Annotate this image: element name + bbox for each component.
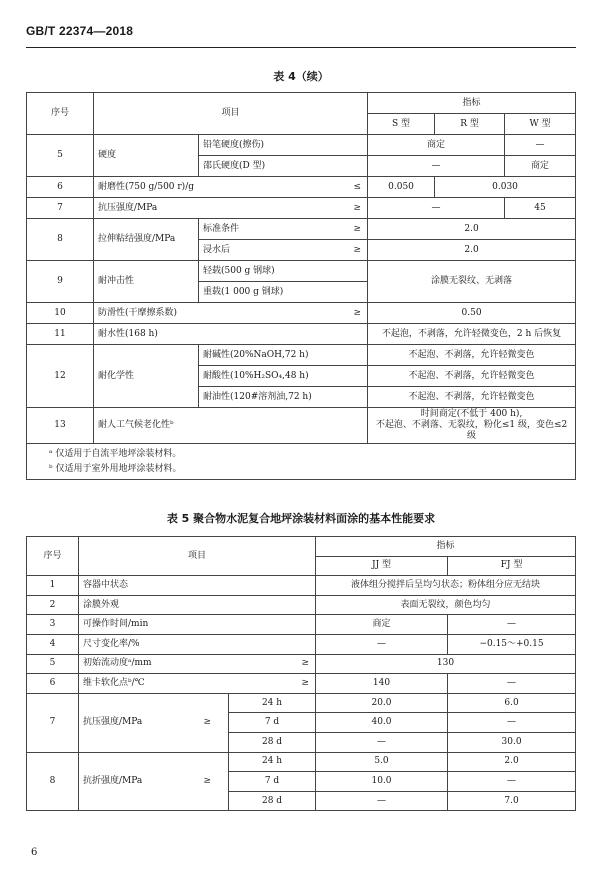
row-seq: 12 (27, 345, 94, 408)
page-number: 6 (31, 847, 38, 858)
header-seq: 序号 (27, 537, 79, 576)
row-item: 初始流动度ᵃ/mm (79, 654, 229, 674)
cell-value: 0.50 (368, 303, 576, 324)
aging-line-2: 不起泡、不剥落、无裂纹，粉化≤1 级，变色≤2 级 (375, 420, 568, 441)
cell-value: 不起泡、不剥落，允许轻微变色 (368, 345, 576, 366)
table5 (26, 536, 576, 811)
row-item: 维卡软化点ᵇ/℃ (79, 674, 229, 694)
row-seq: 5 (27, 135, 94, 177)
comparison-symbol: ≥ (335, 303, 368, 324)
cell-value: −0.15～+0.15 (448, 634, 576, 654)
table4-caption: 表 4（续） (273, 70, 329, 83)
age-label: 28 d (229, 791, 316, 811)
row-seq: 3 (27, 615, 79, 635)
cell-value: 不起泡、不剥落，允许轻微变色 (368, 366, 576, 387)
header-seq: 序号 (27, 93, 94, 135)
comparison-symbol: ≥ (187, 752, 229, 811)
row-item: 拉伸粘结强度/MPa (94, 219, 199, 261)
cell-value (368, 408, 576, 444)
row-seq: 2 (27, 595, 79, 615)
row-item: 抗折强度/MPa (79, 752, 187, 811)
cell-value: 130 (316, 654, 576, 674)
row-seq: 8 (27, 219, 94, 261)
cell-value: — (368, 198, 505, 219)
cell-value: 30.0 (448, 732, 576, 752)
row-subitem: 轻载(500 g 钢球) (199, 261, 368, 282)
row-subitem: 铅笔硬度(擦伤) (199, 135, 368, 156)
cell-value: 不起泡、不剥落，允许轻微变色 (368, 387, 576, 408)
cell-value: — (448, 772, 576, 792)
row-item: 耐化学性 (94, 345, 199, 408)
row-subitem: 耐碱性(20%NaOH,72 h) (199, 345, 368, 366)
header-s: S 型 (368, 114, 435, 135)
row-item: 抗压强度/MPa (79, 693, 187, 752)
cell-value: 6.0 (448, 693, 576, 713)
cell-value: 0.030 (435, 177, 576, 198)
cell-value: — (448, 674, 576, 694)
row-seq: 13 (27, 408, 94, 444)
note-a: ᵃ 仅适用于自流平地坪涂装材料。 (49, 448, 182, 459)
comparison-symbol: ≥ (335, 240, 368, 261)
row-seq: 9 (27, 261, 94, 303)
row-item: 尺寸变化率/% (79, 634, 316, 654)
cell-value: 商定 (505, 156, 576, 177)
row-seq: 11 (27, 324, 94, 345)
comparison-symbol: ≥ (335, 219, 368, 240)
table4-notes (27, 444, 576, 480)
aging-line-1: 时间商定(不低于 400 h), (420, 409, 523, 419)
header-w: W 型 (505, 114, 576, 135)
comparison-symbol: ≥ (187, 693, 229, 752)
header-item: 项目 (94, 93, 368, 135)
row-subitem: 重载(1 000 g 钢球) (199, 282, 368, 303)
header-rule (26, 47, 576, 48)
row-item: 抗压强度/MPa (94, 198, 335, 219)
age-label: 24 h (229, 752, 316, 772)
cell-value: 140 (316, 674, 448, 694)
header-r: R 型 (435, 114, 505, 135)
row-seq: 5 (27, 654, 79, 674)
cell-value: — (316, 791, 448, 811)
comparison-symbol: ≥ (335, 198, 368, 219)
row-seq: 10 (27, 303, 94, 324)
cell-value: 20.0 (316, 693, 448, 713)
row-item: 耐冲击性 (94, 261, 199, 303)
row-subitem: 邵氏硬度(D 型) (199, 156, 368, 177)
header-fj: FJ 型 (448, 556, 576, 576)
cell-value: 不起泡，不剥落，允许轻微变色，2 h 后恢复 (368, 324, 576, 345)
header-indicator: 指标 (316, 537, 576, 557)
row-item: 涂膜外观 (79, 595, 316, 615)
row-item: 防滑性(干摩擦系数) (94, 303, 335, 324)
table4 (26, 92, 576, 480)
row-seq: 6 (27, 177, 94, 198)
age-label: 7 d (229, 713, 316, 733)
cell-value: — (368, 156, 505, 177)
age-label: 28 d (229, 732, 316, 752)
row-item: 耐人工气候老化性ᵇ (94, 408, 368, 444)
age-label: 7 d (229, 772, 316, 792)
row-item: 可操作时间/min (79, 615, 316, 635)
cell-value: 7.0 (448, 791, 576, 811)
header-indicator: 指标 (368, 93, 576, 114)
note-b: ᵇ 仅适用于室外用地坪涂装材料。 (49, 463, 182, 474)
cell-value: 2.0 (368, 240, 576, 261)
cell-value: 2.0 (368, 219, 576, 240)
row-seq: 1 (27, 576, 79, 596)
row-subitem: 耐酸性(10%H₂SO₄,48 h) (199, 366, 368, 387)
row-item: 容器中状态 (79, 576, 316, 596)
cell-value: 表面无裂纹，颜色均匀 (316, 595, 576, 615)
cell-value: 40.0 (316, 713, 448, 733)
comparison-symbol: ≥ (229, 674, 316, 694)
header-item: 项目 (79, 537, 316, 576)
row-subitem: 浸水后 (199, 240, 335, 261)
cell-value: — (448, 615, 576, 635)
cell-value: 5.0 (316, 752, 448, 772)
row-item: 耐水性(168 h) (94, 324, 368, 345)
row-subitem: 耐油性(120#溶剂油,72 h) (199, 387, 368, 408)
cell-value: — (505, 135, 576, 156)
cell-value: — (448, 713, 576, 733)
comparison-symbol: ≤ (335, 177, 368, 198)
row-seq: 8 (27, 752, 79, 811)
standard-number: GB/T 22374—2018 (26, 24, 134, 38)
cell-value: 液体组分搅拌后呈均匀状态；粉体组分应无结块 (316, 576, 576, 596)
cell-value: — (316, 732, 448, 752)
row-seq: 7 (27, 693, 79, 752)
row-item: 硬度 (94, 135, 199, 177)
row-subitem: 标准条件 (199, 219, 335, 240)
cell-value: 10.0 (316, 772, 448, 792)
table5-caption: 表 5 聚合物水泥复合地坪涂装材料面涂的基本性能要求 (166, 512, 436, 525)
cell-value: 商定 (368, 135, 505, 156)
row-seq: 4 (27, 634, 79, 654)
row-item: 耐磨性(750 g/500 r)/g (94, 177, 335, 198)
cell-value: — (316, 634, 448, 654)
age-label: 24 h (229, 693, 316, 713)
cell-value: 0.050 (368, 177, 435, 198)
header-jj: JJ 型 (316, 556, 448, 576)
cell-value: 45 (505, 198, 576, 219)
row-seq: 6 (27, 674, 79, 694)
cell-value: 涂膜无裂纹、无剥落 (368, 261, 576, 303)
cell-value: 商定 (316, 615, 448, 635)
comparison-symbol: ≥ (229, 654, 316, 674)
cell-value: 2.0 (448, 752, 576, 772)
row-seq: 7 (27, 198, 94, 219)
